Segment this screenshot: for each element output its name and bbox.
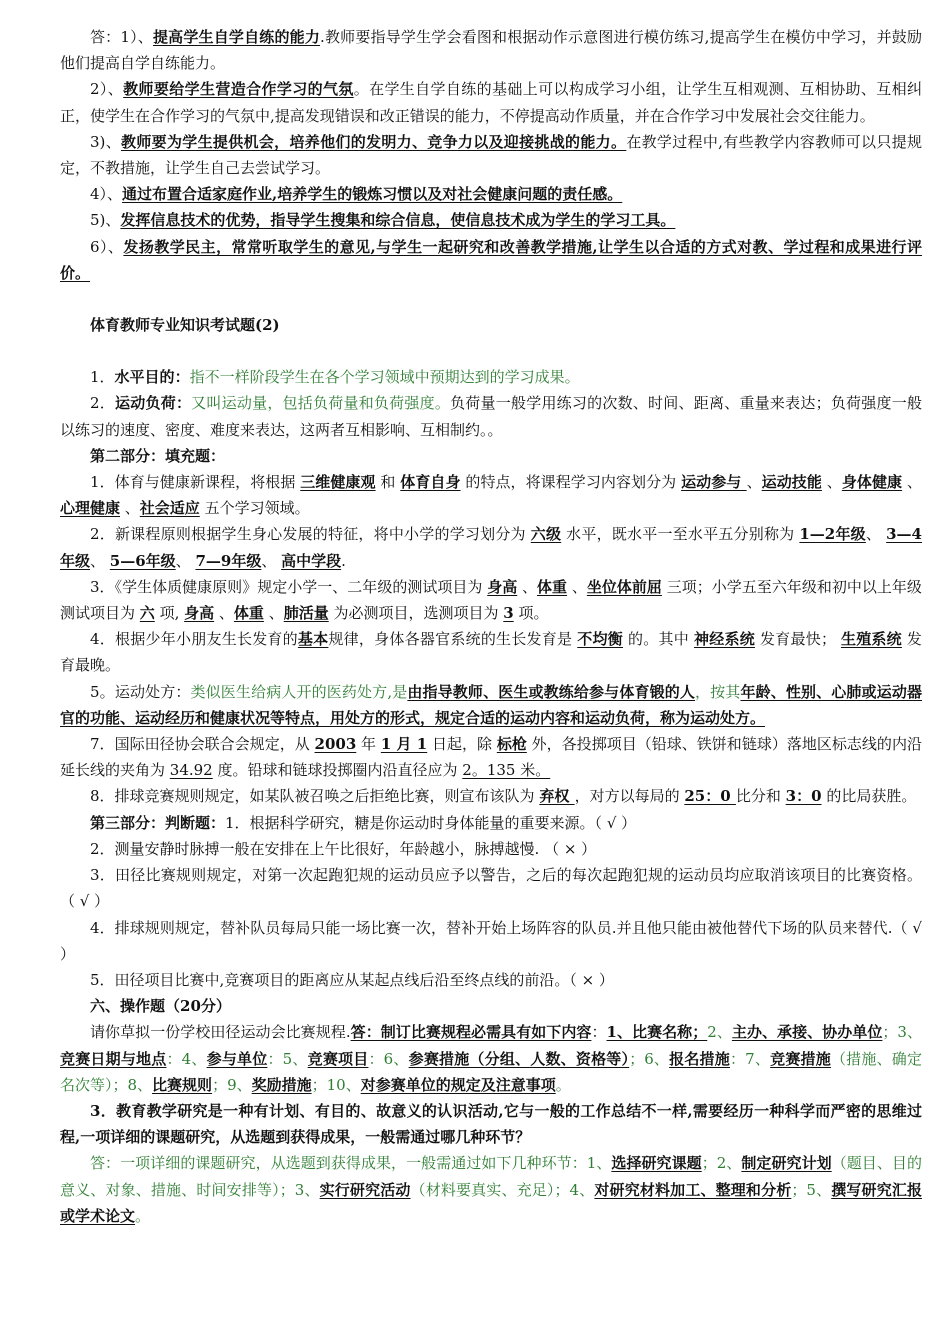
text-run: 对研究材料加工、整理和分析: [594, 1180, 792, 1199]
text-run: 2。135 米。: [462, 761, 551, 780]
text-run: 项,: [154, 604, 185, 623]
text-run: 规律，身体各器官系统的生长发育是: [328, 630, 578, 649]
text-run: 心理健康: [60, 499, 121, 518]
text-run: 的比局获胜。: [821, 787, 917, 806]
paragraph: [60, 731, 922, 783]
text-run: ：5、: [267, 1049, 308, 1068]
text-run: 答：1）、: [90, 28, 153, 46]
text-run: 身体健康: [841, 473, 903, 492]
text-run: 2）、: [90, 80, 124, 99]
text-run: 、: [865, 525, 887, 544]
paragraph: [60, 915, 922, 967]
text-run: 、: [90, 551, 110, 570]
text-run: 、: [263, 604, 284, 623]
text-run: 教师要为学生提供机会，培养他们的发明力、竞争力以及迎接挑战的能力。: [121, 132, 627, 151]
text-run: 、: [214, 604, 234, 623]
text-run: （材料要真实、充足）；4、: [410, 1180, 595, 1199]
text-run: 2．新课程原则根据学生身心发展的特征，将中小学的学习划分为: [90, 525, 531, 544]
text-run: 和: [375, 473, 401, 492]
text-run: 25：0: [684, 787, 736, 806]
text-run: 5．田径项目比赛中,竞赛项目的距离应从某起点线后沿至终点线的前沿。（ × ）: [90, 970, 614, 989]
text-run: 1．: [90, 368, 115, 387]
text-run: 六级: [530, 525, 562, 544]
text-run: 发扬教学民主，常常听取学生的意见,与学生一起研究和改善教学措施,让学生以合适的方式对教、学过程和成果进行评价。: [60, 237, 923, 282]
text-run: 2．: [90, 394, 116, 413]
text-run: 通过布置合适家庭作业,培养学生的锻炼习惯以及对社会健康问题的责任感。: [122, 185, 623, 204]
text-run: .: [341, 551, 346, 570]
text-run: 1 月 1: [380, 735, 428, 754]
paragraph: [60, 836, 922, 862]
paragraph: [60, 364, 922, 390]
text-run: 1—2年级: [799, 525, 866, 544]
text-run: 、: [517, 577, 538, 596]
text-run: 身高: [487, 577, 518, 596]
text-run: 不均衡: [577, 630, 624, 649]
text-run: 标枪: [496, 735, 527, 754]
text-run: ，按其: [695, 682, 741, 701]
text-run: 社会适应: [139, 499, 200, 518]
text-run: 又叫运动量，包括负荷量和负荷强度。: [191, 394, 451, 413]
text-run: 8．排球竞赛规则规定，如某队被召唤之后拒绝比赛，则宣布该队为: [90, 787, 540, 806]
text-run: 指不一样阶段学生在各个学习领域中预期达到的学习成果。: [189, 368, 580, 387]
text-run: 运动参与: [681, 473, 747, 492]
text-run: 三维健康观: [300, 473, 376, 492]
text-run: 发挥信息技术的优势，指导学生搜集和综合信息，使信息技术成为学生的学习工具。: [120, 211, 676, 230]
paragraph: [60, 181, 922, 207]
text-run: （题目、目的意义、对象、措施、时间安排等）；3、: [60, 1154, 922, 1199]
blank-line: [60, 286, 922, 312]
text-run: ，对方以每局的: [574, 787, 685, 806]
text-run: 3．教育教学研究是一种有计划、有目的、故意义的认识活动,它与一般的工作总结不一样,需要经历一种科学而严密的思维过程,一项详细的课题研究，从选题到获得成果，一般需通过哪几种环节？: [60, 1101, 922, 1147]
paragraph: [60, 521, 922, 573]
paragraph: [60, 967, 922, 993]
text-run: 7—9年级: [195, 551, 262, 570]
text-run: ；6、: [629, 1049, 670, 1068]
text-run: 年: [356, 735, 381, 754]
paragraph: [60, 1150, 922, 1229]
text-run: 1．根据科学研究，糖是你运动时身体能量的重要来源。（ √ ）: [225, 813, 637, 832]
text-run: 水平目的: [114, 368, 175, 387]
text-run: 第三部分：判断题：: [90, 813, 226, 832]
text-run: 3—4年级: [60, 525, 922, 570]
text-run: 制定研究计划: [741, 1154, 832, 1173]
text-run: ：4、: [166, 1049, 207, 1068]
text-run: 撰写研究汇报或学术论文: [60, 1180, 922, 1225]
paragraph: [60, 810, 922, 836]
paragraph: [60, 390, 922, 442]
text-run: 弃权: [539, 787, 575, 806]
paragraph: [60, 783, 922, 809]
text-run: 体育自身: [400, 473, 461, 492]
paragraph: [60, 469, 922, 521]
section-title: [60, 312, 922, 338]
text-run: 肺活量: [283, 604, 329, 623]
text-run: 1、比赛名称；: [606, 1023, 708, 1042]
text-run: 5。运动处方：: [90, 682, 191, 701]
text-run: 3：0: [785, 787, 822, 806]
text-run: 、: [261, 551, 282, 570]
text-run: 的。其中: [623, 630, 694, 649]
text-run: 、: [902, 473, 922, 492]
text-run: ；2、: [701, 1154, 742, 1173]
paragraph: [60, 626, 922, 678]
text-run: 2003: [314, 735, 357, 754]
text-run: 外，各投掷项目（铅球、铁饼和链球）落地区标志线的内沿延长线的夹角为: [60, 735, 922, 780]
paragraph: [60, 993, 922, 1019]
paragraph: [60, 234, 922, 286]
text-run: 负荷量一般学用练习的次数、时间、距离、重量来表达；负荷强度一般以练习的速度、密度、难度来表达，这两者互相影响、互相制约。。: [60, 394, 922, 439]
text-run: 第二部分：填充题：: [90, 446, 226, 465]
text-run: 4）、: [90, 185, 123, 204]
text-run: 5)、: [90, 211, 121, 230]
text-run: 、: [175, 551, 196, 570]
text-run: 日起，除: [427, 735, 497, 754]
text-run: 3: [503, 604, 514, 623]
text-run: 比赛规则: [152, 1075, 213, 1094]
text-run: 六、操作题（20分）: [90, 997, 231, 1016]
text-run: 体重: [233, 604, 264, 623]
text-run: 6）、: [90, 237, 124, 256]
text-run: 参与单位: [206, 1049, 268, 1068]
blank-line: [60, 338, 922, 364]
text-run: 发育最快；: [754, 630, 841, 649]
text-run: 在教学过程中,有些教学内容教师可以只提规定，不教措施，让学生自己去尝试学习。: [60, 132, 922, 178]
text-run: 运动技能: [761, 473, 822, 492]
text-run: 竞赛项目: [307, 1049, 369, 1068]
paragraph: [60, 207, 922, 233]
paragraph: [60, 1019, 922, 1098]
text-run: 体育教师专业知识考试题(2): [90, 316, 280, 335]
text-run: 。在学生自学自练的基础上可以构成学习小组，让学生互相观测、互相协助、互相纠正，使学生在合作学习的气氛中,提高发现错误和改正错误的能力，不停提高动作质量，并在合作学习中发展社会交往能力。: [60, 80, 922, 125]
text-run: 34.92: [169, 761, 213, 780]
text-run: 对参赛单位的规定及注意事项: [360, 1075, 556, 1094]
text-run: 为必测项目，选测项目为: [328, 604, 504, 623]
text-run: 、: [120, 499, 140, 518]
text-run: 1．体育与健康新课程，将根据: [90, 473, 301, 492]
paragraph: [60, 443, 922, 469]
text-run: 主办、承接、协办单位: [731, 1023, 883, 1042]
text-run: 。: [135, 1206, 151, 1225]
paragraph: [60, 862, 922, 914]
text-run: 2、: [707, 1023, 732, 1042]
paragraph: [60, 679, 922, 731]
text-run: ：: [591, 1023, 607, 1042]
text-run: 坐位体前屈: [586, 577, 662, 596]
text-run: 的特点，将课程学习内容划分为: [460, 473, 682, 492]
text-run: 2．测量安静时脉搏一般在安排在上午比很好，年龄越小，脉搏越慢. （ × ）: [90, 839, 597, 858]
text-run: 比分和: [735, 787, 786, 806]
text-run: 三项；小学五至六年级和初中以上年级测试项目为: [60, 577, 922, 623]
text-run: 3．《学生体质健康原则》规定小学一、二年级的测试项目为: [90, 577, 488, 596]
text-run: ；3、: [882, 1023, 922, 1042]
paragraph: [60, 574, 922, 626]
text-run: 3．田径比赛规则规定，对第一次起跑犯规的运动员应予以警告，之后的每次起跑犯规的运动员均应取消该项目的比赛资格。 （ √ ）: [60, 866, 922, 911]
text-run: ；5、: [791, 1180, 832, 1199]
text-run: 、: [567, 577, 587, 596]
text-run: 发育最晚。: [60, 630, 922, 675]
text-run: 选择研究课题: [611, 1154, 702, 1173]
text-run: 答：制订比赛规程必需具有如下内容: [350, 1023, 592, 1042]
text-run: 7．国际田径协会联合会规定，从: [90, 735, 315, 754]
text-run: 实行研究活动: [319, 1180, 411, 1199]
text-run: 基本: [297, 630, 329, 649]
text-run: 、: [746, 473, 762, 492]
text-run: 类似医生给病人开的医药处方,是: [190, 682, 408, 701]
text-run: 4．根据少年小朋友生长发育的: [90, 630, 298, 649]
text-run: ：7、: [729, 1049, 771, 1068]
text-run: 请你草拟一份学校田径运动会比赛规程.: [90, 1023, 351, 1042]
text-run: 答：一项详细的课题研究，从选题到获得成果，一般需通过如下几种环节：1、: [90, 1154, 612, 1173]
text-run: 神经系统: [694, 630, 755, 649]
text-run: 参赛措施（分组、人数、资格等）: [408, 1049, 630, 1068]
text-run: 度。铅球和链球投掷圈内沿直径应为: [212, 761, 463, 780]
text-run: 、: [821, 473, 842, 492]
paragraph: [60, 129, 922, 181]
text-run: 生殖系统: [840, 630, 902, 649]
paragraph: [60, 76, 922, 128]
text-run: 身高: [184, 604, 215, 623]
text-run: 3)、: [90, 132, 122, 151]
text-run: .教师要指导学生学会看图和根据动作示意图进行模仿练习,提高学生在模仿中学习，并鼓励他们提高自学自练能力。: [60, 28, 922, 73]
paragraph: [60, 1098, 922, 1150]
text-run: 4．排球规则规定，替补队员每局只能一场比赛一次，替补开始上场阵容的队员.并且他只能由被他替代下场的队员来替代.（ √ ）: [60, 918, 922, 963]
text-run: 水平，既水平一至水平五分别称为: [561, 525, 800, 544]
text-run: 由指导教师、医生或教练给参与体育锻的人: [407, 682, 696, 701]
text-run: 教师要给学生营造合作学习的气氛: [123, 80, 354, 99]
text-run: 奖励措施: [251, 1075, 312, 1094]
text-run: 体重: [537, 577, 568, 596]
text-run: ：: [175, 394, 192, 413]
text-run: 高中学段: [281, 551, 342, 570]
text-run: 五个学习领域。: [199, 499, 310, 518]
paragraph: [60, 24, 922, 76]
text-run: 六: [139, 604, 155, 623]
text-run: ；9、: [212, 1075, 252, 1094]
text-run: 竞赛日期与地点: [60, 1049, 167, 1068]
text-run: ；10、: [311, 1075, 361, 1094]
text-run: 5—6年级: [109, 551, 176, 570]
text-run: 报名措施: [669, 1049, 730, 1068]
text-run: ：6、: [368, 1049, 409, 1068]
text-run: 年龄、性别、心肺或运动器官的功能、运动经历和健康状况等特点，用处方的形式，规定合适的运动内容和运动负荷，称为运动处方。: [60, 682, 922, 727]
text-run: 。: [555, 1075, 571, 1094]
text-run: 项。: [513, 604, 549, 623]
text-run: （措施、确定名次等）；8、: [60, 1049, 922, 1094]
text-run: 提高学生自学自练的能力: [152, 28, 321, 46]
text-run: ：: [174, 368, 190, 387]
text-run: 竞赛措施: [770, 1049, 831, 1068]
text-run: 运动负荷: [115, 394, 176, 413]
